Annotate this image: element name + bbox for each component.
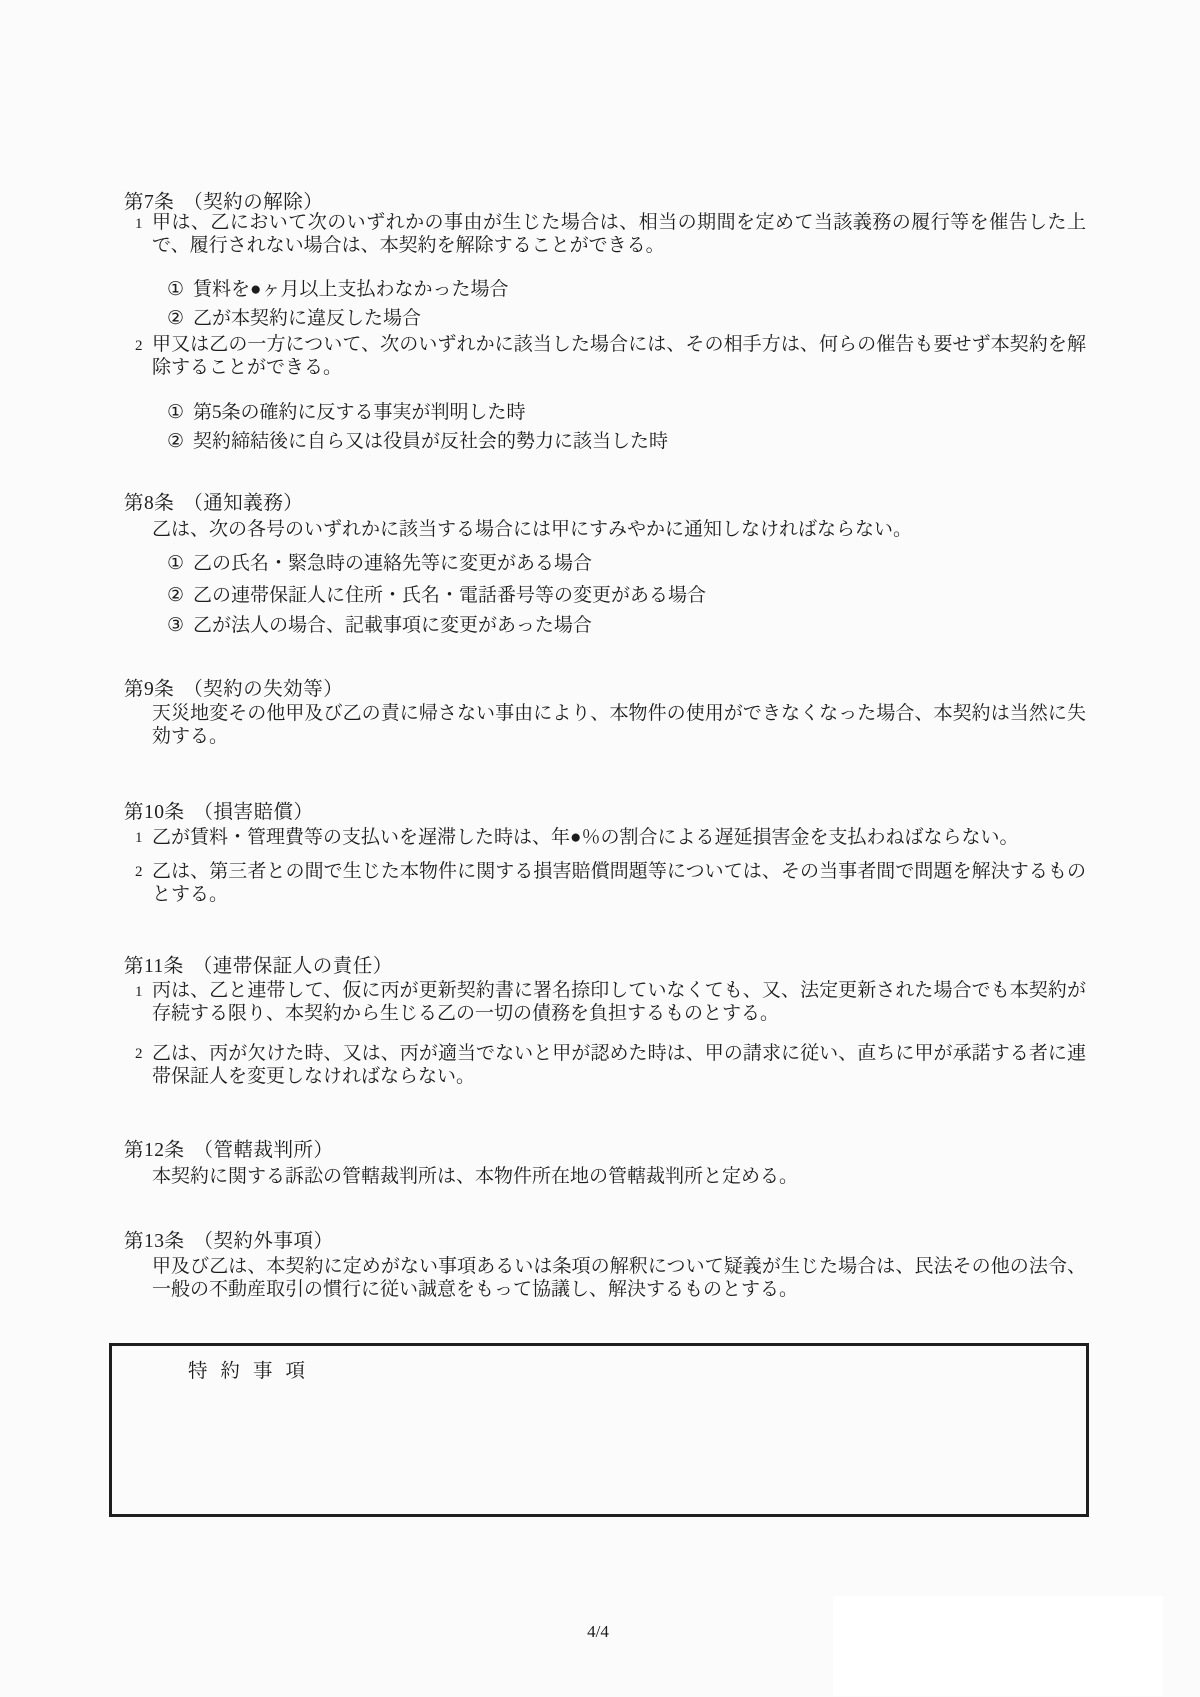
clause-text: 本契約に関する訴訟の管轄裁判所は、本物件所在地の管轄裁判所と定める。 [152,1166,799,1187]
clause-text: 乙は、丙が欠けた時、又は、丙が適当でないと甲が認めた時は、甲の請求に従い、直ちに甲が承諾する者に連帯保証人を変更しなければならない。 [152,1043,1086,1087]
article-9-heading [124,673,343,701]
article-number: 第11条 [124,956,184,977]
article-number: 第13条 [124,1231,185,1252]
circled-number: ② [167,308,185,329]
article-title: （連帯保証人の責任） [192,956,393,977]
special-provisions-box [109,1343,1089,1517]
clause-text: 乙は、次の各号のいずれかに該当する場合には甲にすみやかに通知しなければならない。 [152,519,913,540]
article-number: 第10条 [124,802,185,823]
circled-number: ② [167,431,185,452]
list-item-text: 第5条の確約に反する事実が判明した時 [193,402,526,423]
article-number: 第9条 [124,679,175,700]
article-number: 第8条 [124,493,175,514]
clause-number: 1 [135,830,143,846]
article-title: （契約の失効等） [183,679,344,700]
clause-number: 1 [135,984,143,1000]
article-number: 第12条 [124,1140,185,1161]
circled-number: ① [167,402,185,423]
article-12-heading [124,1134,334,1162]
list-item [167,426,668,453]
circled-number: ③ [167,615,185,636]
clause-text: 甲及び乙は、本契約に定めがない事項あるいは条項の解釈について疑義が生じた場合は、民法その他の法令、一般の不動産取引の慣行に従い誠意をもって協議し、解決するものとする。 [152,1256,1086,1300]
clause-text: 天災地変その他甲及び乙の責に帰さない事由により、本物件の使用ができなくなった場合、本契約は当然に失効する。 [152,703,1086,747]
article-title: （契約外事項） [193,1231,334,1252]
list-item [167,303,421,330]
list-item-text: 契約締結後に自ら又は役員が反社会的勢力に該当した時 [193,431,669,452]
list-item-text: 乙が本契約に違反した場合 [193,308,422,329]
list-item-text: 乙が法人の場合、記載事項に変更があった場合 [193,615,592,636]
list-item [167,580,706,607]
circled-number: ② [167,585,185,606]
list-item [167,397,526,424]
article-11-heading [124,950,393,978]
clause-text: 甲は、乙において次のいずれかの事由が生じた場合は、相当の期間を定めて当該義務の履行等を催告した上で、履行されない場合は、本契約を解除することができる。 [152,212,1086,256]
clause-text: 乙は、第三者との間で生じた本物件に関する損害賠償問題等については、その当事者間で問題を解決するものとする。 [152,861,1086,905]
clause-number: 2 [135,864,143,880]
scan-artifact-patch [833,1596,1163,1696]
article-title: （損害賠償） [193,802,314,823]
article-number: 第7条 [124,192,175,213]
article-title: （管轄裁判所） [193,1140,334,1161]
clause-number: 2 [135,338,143,354]
clause-text: 甲又は乙の一方について、次のいずれかに該当した場合には、その相手方は、何らの催告も要せず本契約を解除することができる。 [152,334,1086,378]
article-title: （通知義務） [183,493,304,514]
article-10-heading [124,796,314,824]
circled-number: ① [167,279,185,300]
special-provisions-label: 特約事項 [188,1361,319,1382]
article-7-heading [124,186,323,214]
circled-number: ① [167,553,185,574]
article-13-heading [124,1225,334,1253]
clause-text: 乙が賃料・管理費等の支払いを遅滞した時は、年●％の割合による遅延損害金を支払わねばならない。 [152,827,1019,848]
list-item [167,610,592,637]
clause-text: 丙は、乙と連帯して、仮に丙が更新契約書に署名捺印していなくても、又、法定更新された場合でも本契約が存続する限り、本契約から生じる乙の一切の債務を負担するものとする。 [152,980,1086,1024]
article-title: （契約の解除） [183,192,324,213]
list-item-text: 乙の氏名・緊急時の連絡先等に変更がある場合 [193,553,593,574]
page-number: 4/4 [587,1622,609,1641]
list-item-text: 賃料を●ヶ月以上支払わなかった場合 [193,279,509,300]
list-item-text: 乙の連帯保証人に住所・氏名・電話番号等の変更がある場合 [193,585,707,606]
clause-number: 2 [135,1046,143,1062]
list-item [167,274,509,301]
clause-number: 1 [135,216,143,232]
article-8-heading [124,487,303,515]
list-item [167,548,592,575]
